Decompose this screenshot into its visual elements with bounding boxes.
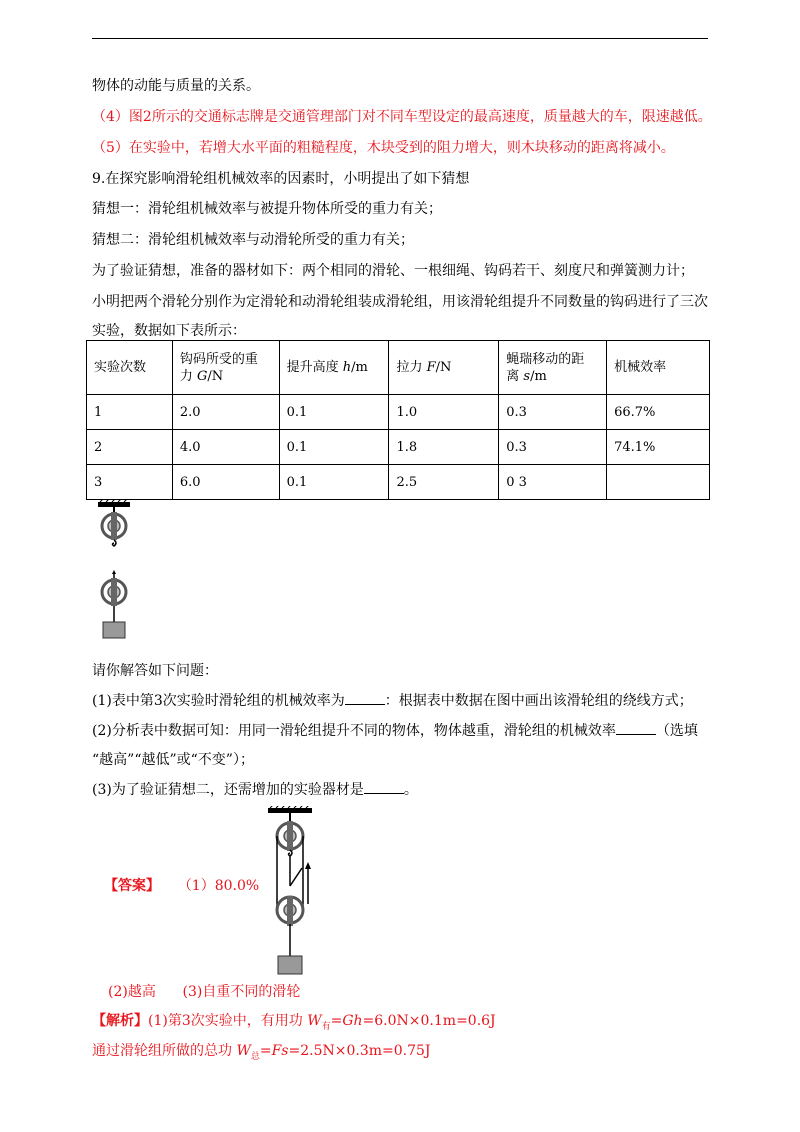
question-two-options: “越高”“越低”或“不变”）； [92, 752, 254, 768]
table-header-cell: 实验次数 [87, 341, 173, 395]
table-row [87, 395, 710, 430]
guess-two: 猜想二：滑轮组机械效率与动滑轮所受的重力有关； [92, 232, 414, 248]
table-cell: 0 3 [499, 465, 607, 500]
table-cell: 74.1% [607, 430, 710, 465]
table-cell: 3 [87, 465, 173, 500]
table-header-cell: 蝇瑞移动的距 离 s/m [499, 341, 607, 395]
answer-blank[interactable] [364, 781, 404, 794]
table-cell: 2.0 [172, 395, 279, 430]
table-header-row [87, 341, 710, 395]
answer-blank[interactable] [616, 722, 656, 735]
text-line: 物体的动能与质量的关系。 [92, 78, 260, 94]
table-header-cell: 拉力 F/N [389, 341, 499, 395]
table-header-cell: 钩码所受的重 力 G/N [172, 341, 279, 395]
table-cell: 2.5 [389, 465, 499, 500]
question-two: (2)分析表中数据可知：用同一滑轮组提升不同的物体，物体越重，滑轮组的机械效率 （选填 [92, 723, 698, 739]
table-cell [607, 465, 710, 500]
table-cell: 4.0 [172, 430, 279, 465]
pulley-diagram-wound [262, 806, 318, 982]
answer-line [104, 877, 259, 895]
table-cell: 1.0 [389, 395, 499, 430]
table-header-cell: 机械效率 [607, 341, 710, 395]
analysis-line: 通过滑轮组所做的总功 $W_总=Fs=2.5N\times 0.3m=0.75J$ [92, 1043, 431, 1062]
table-cell: 66.7% [607, 395, 710, 430]
pulley-diagram-unwound [94, 500, 138, 642]
equipment-text: 为了验证猜想，准备的器材如下：两个相同的滑轮、一根细绳、钩码若干、刻度尺和弹簧测力计； [92, 263, 694, 279]
answer-tag: 【答案】 [104, 878, 160, 894]
table-cell: 6.0 [172, 465, 279, 500]
procedure-text: 实验，数据如下表所示： [92, 323, 246, 339]
question-three: (3)为了验证猜想二，还需增加的实验器材是 。 [92, 782, 418, 798]
table-cell: 0.1 [279, 395, 389, 430]
procedure-text: 小明把两个滑轮分别作为定滑轮和动滑轮组装成滑轮组，用该滑轮组提升不同数量的钩码进行了三次 [92, 294, 708, 310]
header-rule [92, 38, 708, 39]
answer-blank[interactable] [345, 692, 385, 705]
table-cell: 2 [87, 430, 173, 465]
table-row [87, 465, 710, 500]
guess-one: 猜想一：滑轮组机械效率与被提升物体所受的重力有关； [92, 201, 442, 217]
question-one: (1)表中第3次实验时滑轮组的机械效率为 ：根据表中数据在图中画出该滑轮组的绕线方式； [92, 693, 693, 709]
red-text-line: （4）图2所示的交通标志牌是交通管理部门对不同车型设定的最高速度，质量越大的车，限速越低。 [92, 109, 712, 125]
analysis-tag: 【解析】 [92, 1013, 148, 1029]
table-row [87, 430, 710, 465]
table-cell: 1.8 [389, 430, 499, 465]
answer-three: (3)自重不同的滑轮 [182, 984, 301, 1000]
answer-one: （1）80.0% [177, 878, 260, 894]
table-cell: 0.1 [279, 465, 389, 500]
prompt-text: 请你解答如下问题： [92, 663, 218, 679]
table-cell: 0.3 [499, 430, 607, 465]
red-text-line: （5）在实验中，若增大水平面的粗糙程度，木块受到的阻力增大，则木块移动的距离将减小。 [92, 140, 675, 156]
table-cell: 0.3 [499, 395, 607, 430]
table-cell: 0.1 [279, 430, 389, 465]
table-cell: 1 [87, 395, 173, 430]
question-intro: 9.在探究影响滑轮组机械效率的因素时，小明提出了如下猜想 [92, 171, 470, 187]
analysis-line: 【解析】(1)第3次实验中，有用功 $W_有=Gh=6.0N\times 0.1m=0.6J$ [92, 1013, 496, 1032]
answer-line [108, 983, 300, 1001]
table-header-cell: 提升高度 h/m [279, 341, 389, 395]
data-table [86, 340, 710, 500]
answer-two: (2)越高 [108, 984, 156, 1000]
